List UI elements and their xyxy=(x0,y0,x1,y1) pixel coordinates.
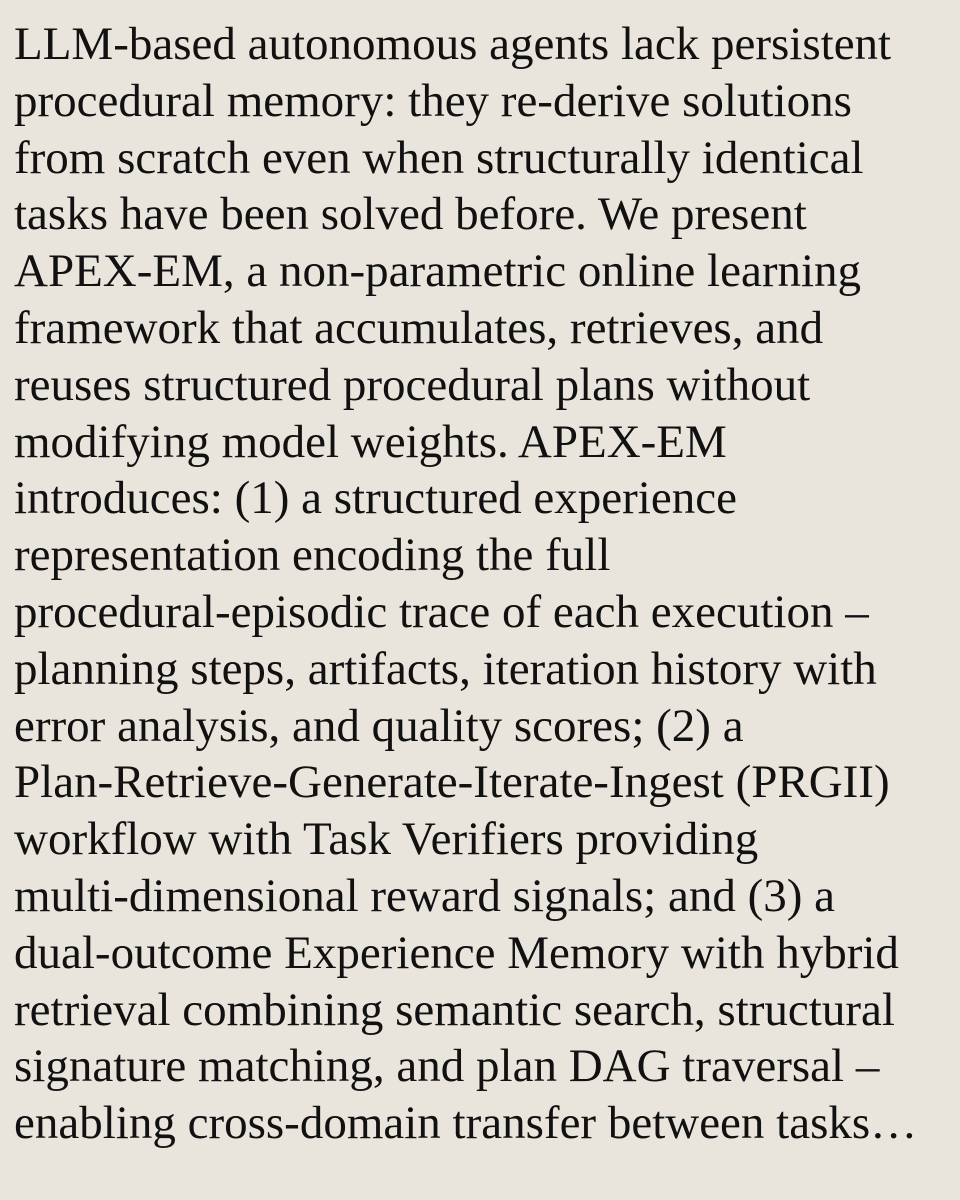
abstract-line: representation encoding the full xyxy=(14,529,611,582)
abstract-line: from scratch even when structurally identical xyxy=(14,131,864,184)
abstract-line: multi-dimensional reward signals; and (3) a xyxy=(14,869,835,922)
abstract-line: Plan-Retrieve-Generate-Iterate-Ingest (PRGII) xyxy=(14,756,890,809)
abstract-line: framework that accumulates, retrieves, and xyxy=(14,301,824,354)
abstract-line: modifying model weights. APEX-EM xyxy=(14,415,727,468)
abstract-line: reuses structured procedural plans without xyxy=(14,358,811,411)
abstract-line: introduces: (1) a structured experience xyxy=(14,472,737,525)
abstract-line: procedural-episodic trace of each execution – xyxy=(14,585,869,638)
abstract-line: workflow with Task Verifiers providing xyxy=(14,813,759,866)
abstract-line: tasks have been solved before. We present xyxy=(14,188,807,241)
abstract-line: planning steps, artifacts, iteration history with xyxy=(14,642,877,695)
abstract-text xyxy=(14,16,946,1152)
abstract-line: APEX-EM, a non-parametric online learning xyxy=(14,245,862,298)
abstract-line: procedural memory: they re-derive solutions xyxy=(14,74,852,127)
abstract-line: retrieval combining semantic search, structural xyxy=(14,983,895,1036)
abstract-line: dual-outcome Experience Memory with hybrid xyxy=(14,926,899,979)
abstract-line: signature matching, and plan DAG traversal – xyxy=(14,1040,880,1093)
abstract-line: error analysis, and quality scores; (2) a xyxy=(14,699,744,752)
abstract-line: enabling cross-domain transfer between tasks… xyxy=(14,1097,918,1150)
abstract-line: LLM-based autonomous agents lack persistent xyxy=(14,18,892,70)
